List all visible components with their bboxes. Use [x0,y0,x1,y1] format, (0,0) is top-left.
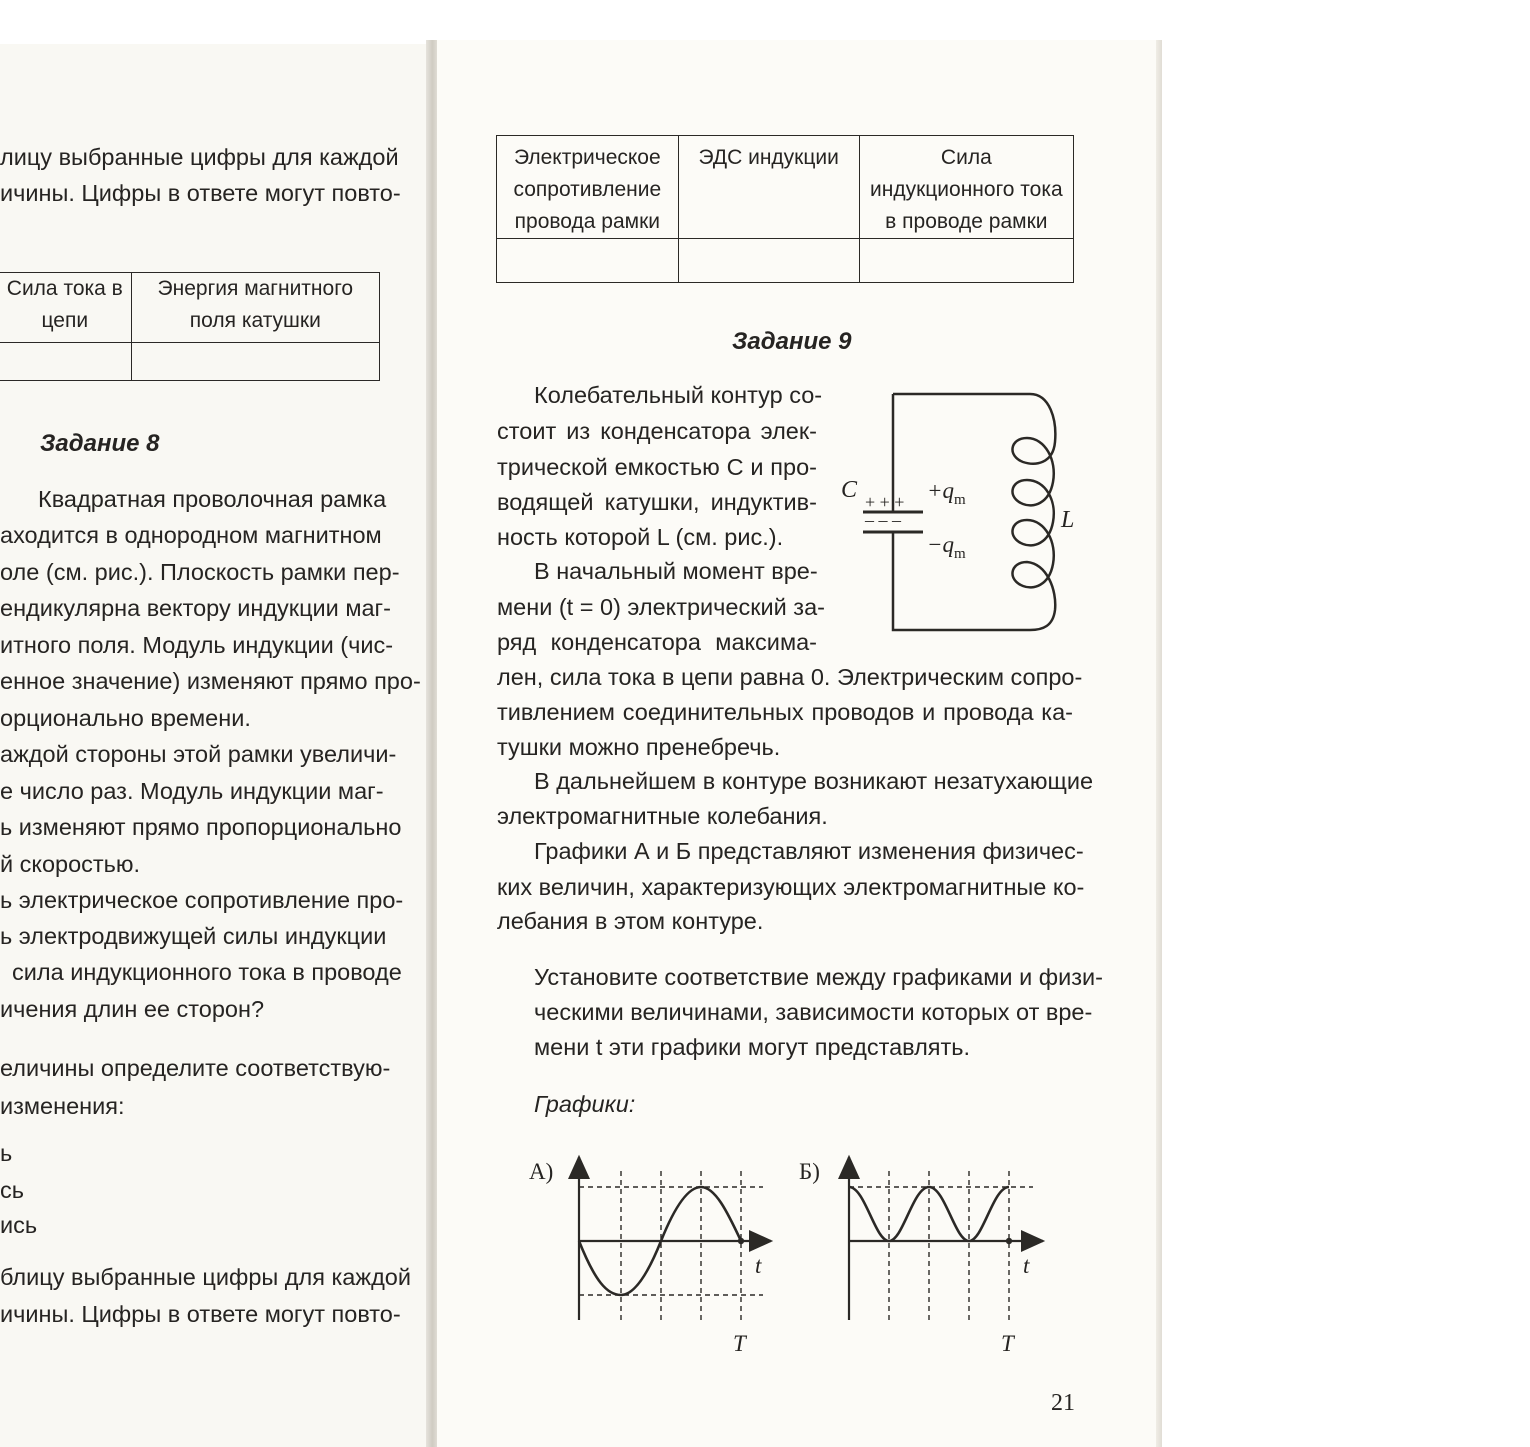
right-text-line: ность которой L (см. рис.). [497,524,784,550]
right-text-line: В начальный момент вре- [534,558,818,584]
left-answer-table [0,272,380,381]
right-text-line: лен, сила тока в цепи равна 0. Электрическим сопро- [497,664,1083,690]
left-text-line: итного поля. Модуль индукции (чис- [0,632,394,658]
right-text-line: тивлением соединительных проводов и провода ка- [497,699,1073,725]
right-text-line: ряд конденсатора максима- [497,629,817,655]
graph-a-label: А) [529,1159,554,1184]
graphs-label: Графики: [534,1091,636,1117]
table-header-cell: Энергия магнитного поля катушки [131,273,379,343]
header-line: провода рамки [514,210,660,233]
left-text-line: енное значение) изменяют прямо про- [0,668,421,694]
left-text-line: ичения длин ее сторон? [0,996,265,1022]
task-heading: Задание 9 [732,328,852,355]
graph-a-period-dot [738,1238,744,1244]
capacitance-label: C [841,477,858,503]
table-answer-cell[interactable] [497,239,679,283]
lc-circuit-diagram [835,380,1095,640]
left-text-line: изменения: [0,1093,125,1119]
graph-b-label: Б) [799,1159,820,1184]
left-text-line: аходится в однородном магнитном [0,522,382,548]
table-header-cell [678,136,859,239]
right-text-line: ких величин, характеризующих электромагнитные ко- [497,874,1085,900]
right-text-line: водящей катушки, индуктив- [497,489,817,515]
table-answer-cell[interactable] [678,239,859,283]
graph-a-gridlines [579,1171,763,1320]
inductance-label: L [1061,507,1075,533]
graph-b [793,1145,1053,1355]
right-answer-table [496,135,1074,283]
header-line: Сила [940,146,992,169]
graph-b-gridlines [849,1171,1033,1320]
minus-signs: – – – [865,510,901,530]
left-text-line: й скоростью. [0,851,141,877]
scan-background [1162,40,1530,1447]
graph-a [525,1145,785,1355]
left-text-line: ь [0,1140,13,1166]
header-line: индукционного тока [870,178,1063,201]
graph-a-period-label: T [733,1331,746,1355]
left-text-line: е число раз. Модуль индукции маг- [0,778,384,804]
header-line: сопротивление [513,178,662,201]
left-text-line: сила индукционного тока в проводе [12,959,402,985]
table-answer-cell[interactable] [859,239,1073,283]
right-text-line: мени (t = 0) электрический за- [497,594,825,620]
right-text-line: В дальнейшем в контуре возникают незатухающие [534,768,1094,794]
left-text-line: блицу выбранные цифры для каждой [0,1264,411,1290]
left-text-line: ичины. Цифры в ответе могут повто- [0,1301,401,1327]
left-text-line: ь электрическое сопротивление про- [0,887,404,913]
left-text-line: ись [0,1212,38,1238]
left-text-line: ендикулярна вектору индукции маг- [0,595,391,621]
right-text-line: ческими величинами, зависимости которых от вре- [534,999,1093,1025]
header-line: Электрическое [513,146,661,169]
table-answer-cell[interactable] [131,343,379,381]
page-number: 21 [1051,1390,1075,1416]
table-header-cell [497,136,679,239]
left-text-line: ь изменяют прямо пропорционально [0,814,402,840]
left-text-line: ь электродвижущей силы индукции [0,923,387,949]
plus-charge-label: $+q_m$ [927,478,966,508]
left-text-line: ичины. Цифры в ответе могут повто- [0,180,401,206]
table-header-cell: Сила тока в цепи [0,273,131,343]
graph-a-t-label: t [755,1253,762,1278]
minus-charge-label: $-q_m$ [927,532,966,562]
left-text-line: аждой стороны этой рамки увеличи- [0,741,397,767]
left-text-line: орционально времени. [0,705,251,731]
table-answer-cell[interactable] [0,343,131,381]
right-text-line: мени t эти графики могут представлять. [534,1034,971,1060]
right-text-line: стоит из конденсатора элек- [497,418,817,444]
inductor-coil [1012,394,1055,630]
left-text-line: оле (см. рис.). Плоскость рамки пер- [0,559,400,585]
plus-signs: + + + [865,492,905,512]
right-text-line: Колебательный контур со- [534,382,823,408]
task-heading: Задание 8 [40,430,160,457]
right-text-line: Графики А и Б представляют изменения физичес- [534,838,1084,864]
right-text-line: Установите соответствие между графиками и физи- [534,964,1103,990]
left-text-line: Квадратная проволочная рамка [38,486,387,512]
graph-b-t-label: t [1023,1253,1030,1278]
graph-b-period-dot [1006,1238,1012,1244]
left-page [0,44,432,1447]
right-text-line: электромагнитные колебания. [497,803,828,829]
left-text-line: лицу выбранные цифры для каждой [0,144,399,170]
right-text-line: лебания в этом контуре. [497,908,764,934]
left-text-line: сь [0,1177,24,1203]
graph-b-period-label: T [1001,1331,1014,1355]
table-header-cell [859,136,1073,239]
graph-b-curve [849,1187,1009,1241]
header-line: ЭДС индукции [698,146,839,169]
left-text-line: еличины определите соответствую- [0,1055,391,1081]
header-line: в проводе рамки [885,210,1048,233]
right-text-line: трической емкостью C и про- [497,454,817,480]
right-text-line: тушки можно пренебречь. [497,734,781,760]
